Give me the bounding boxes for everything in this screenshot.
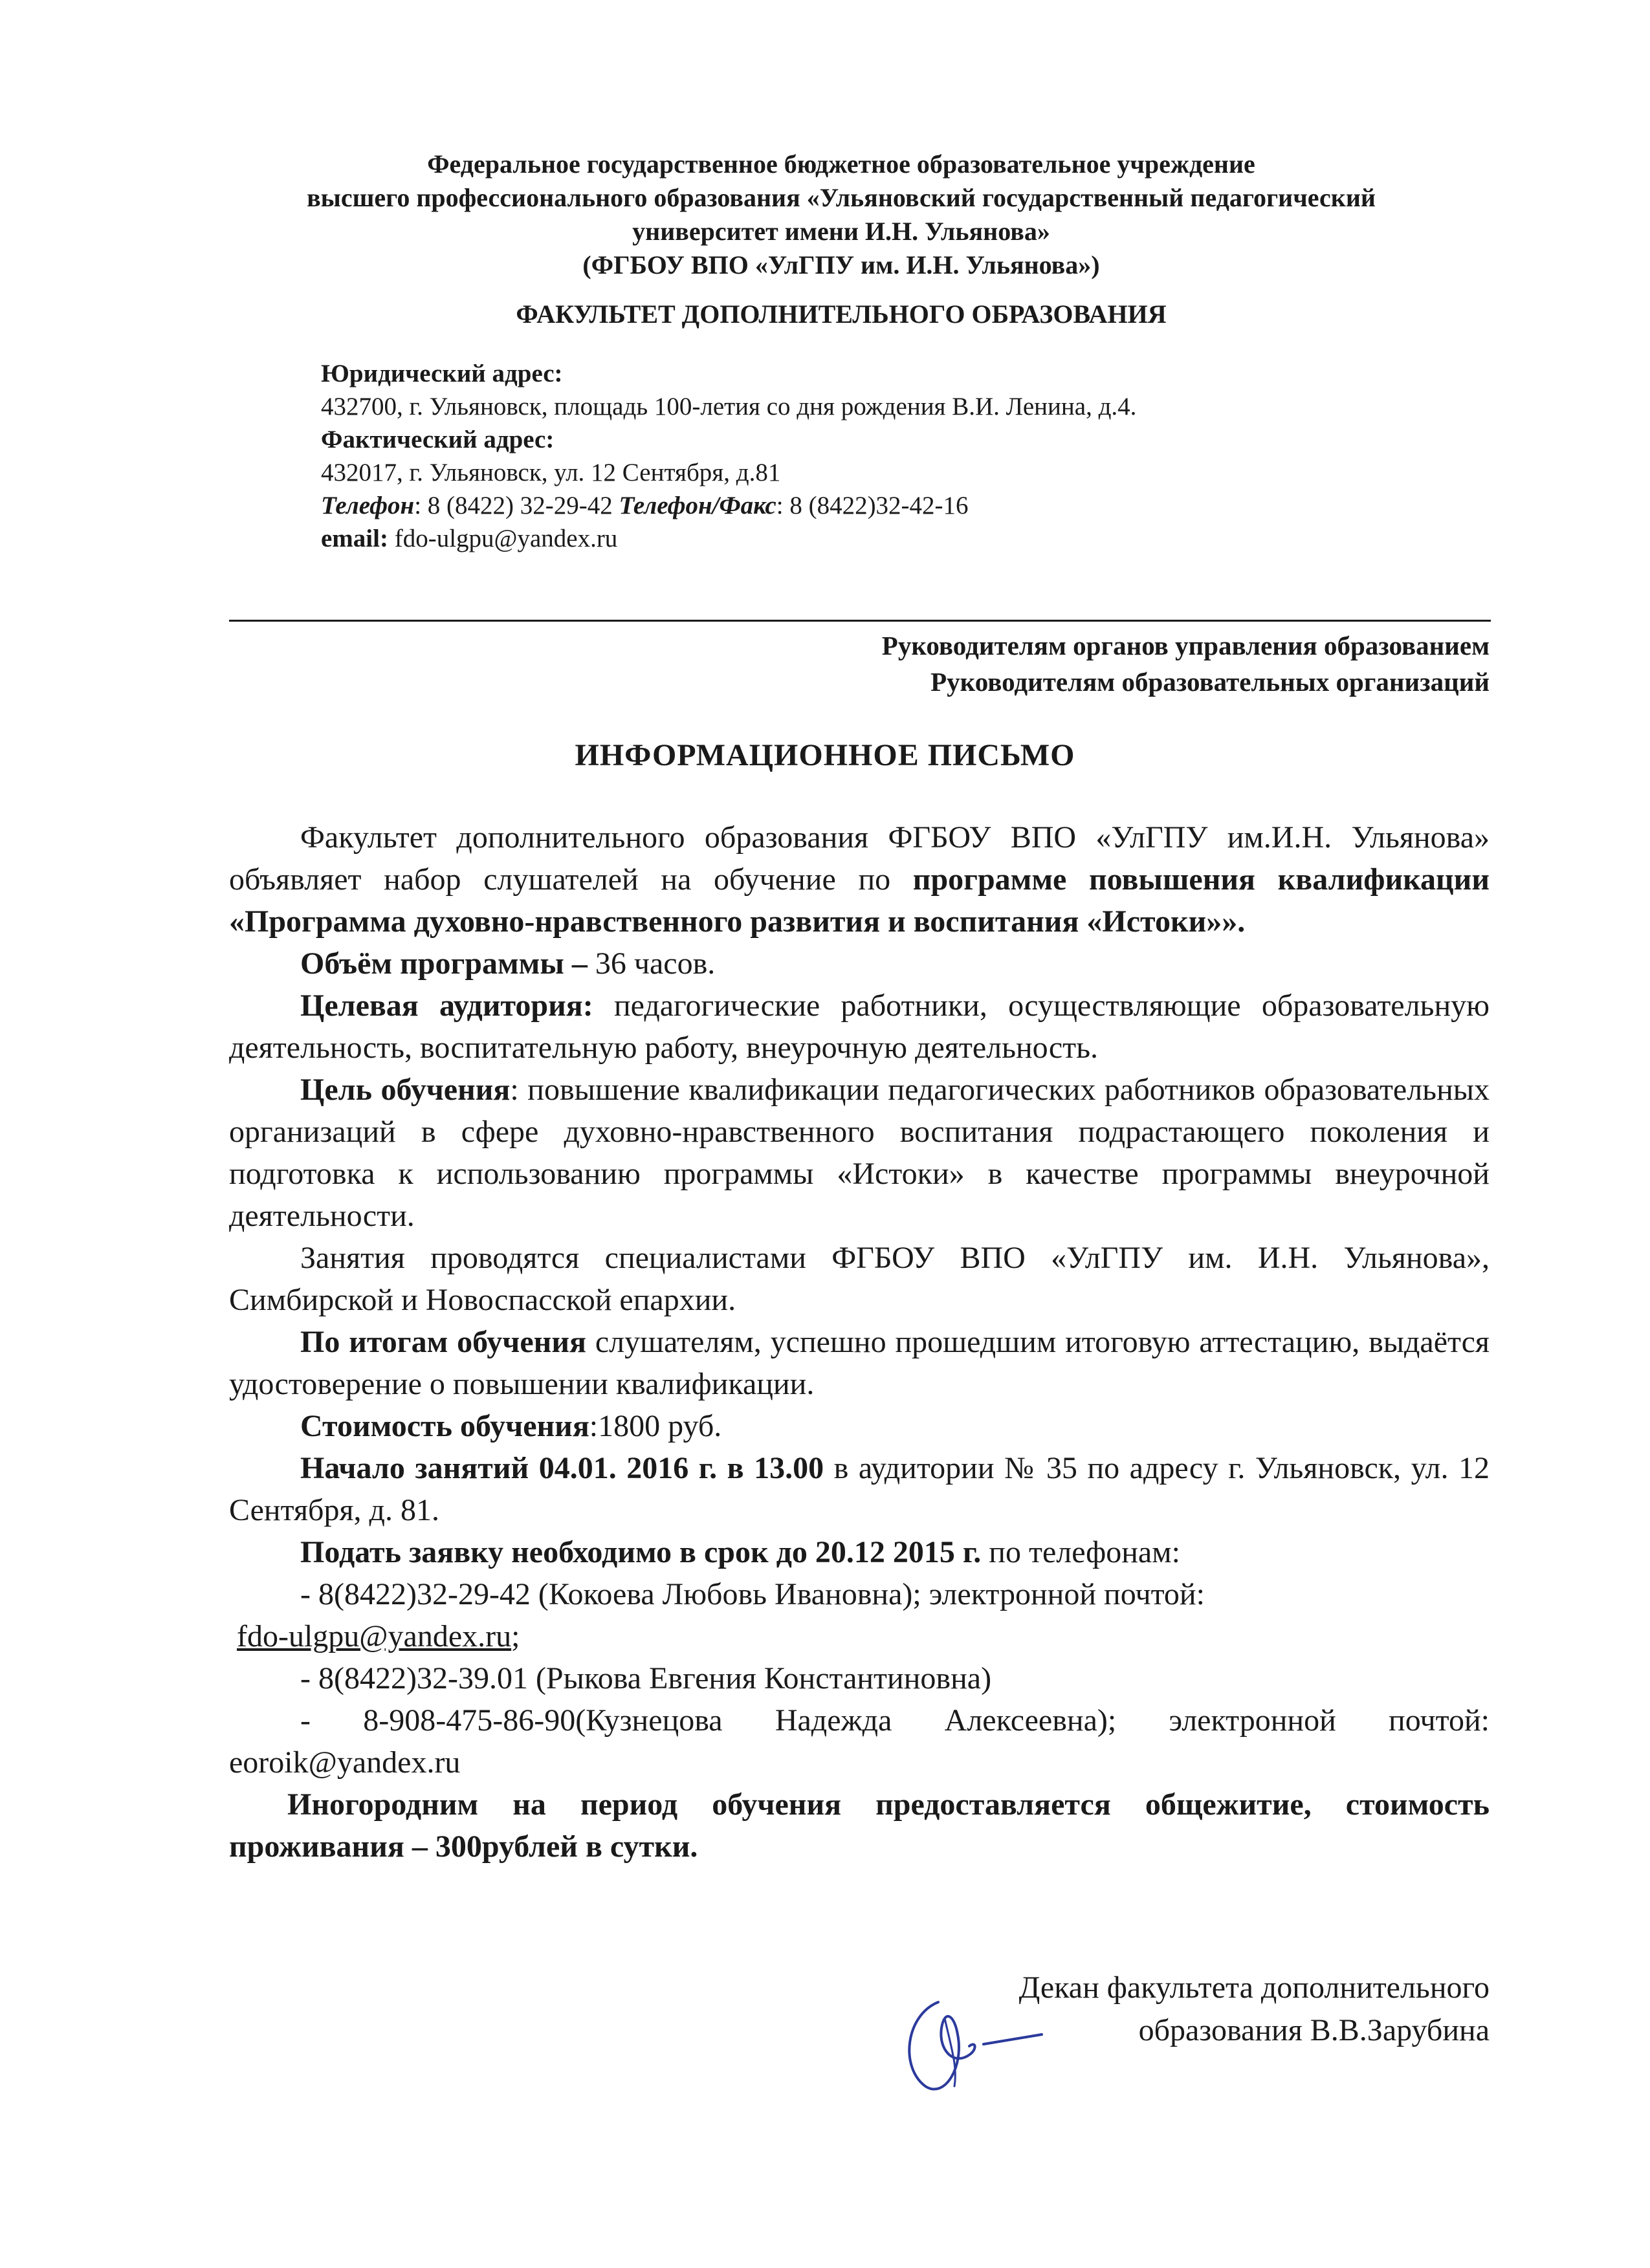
paragraph-cost: Стоимость обучения:1800 руб. xyxy=(300,1409,722,1443)
email-link[interactable]: fdo-ulgpu@yandex.ru xyxy=(237,1619,512,1653)
paragraph-instructors: Занятия проводятся специалистами ФГБОУ ВПО «УлГПУ им. И.Н. Ульянова», Симбирской и Новоспасской епархии. xyxy=(229,1241,1490,1317)
phone-value: : 8 (8422) 32-29-42 xyxy=(414,492,619,519)
legal-address-label: Юридический адрес: xyxy=(321,360,563,387)
email-line xyxy=(321,522,1550,555)
email-label: email: xyxy=(321,525,388,552)
header-line: (ФГБОУ ВПО «УлГПУ им. И.Н. Ульянова») xyxy=(582,250,1100,279)
contact-3: - 8-908-475-86-90(Кузнецова Надежда Алексеевна); электронной почтой: eoroik@yandex.ru xyxy=(229,1703,1490,1780)
letter-body xyxy=(229,816,1490,1868)
paragraph-audience: Целевая аудитория: педагогические работники, осуществляющие образовательную деятельность, воспитательную работу, внеурочную деятельность. xyxy=(229,988,1490,1065)
paragraph-volume: Объём программы – 36 часов. xyxy=(300,946,716,981)
signature-line: образования В.В.Зарубина xyxy=(1138,2013,1490,2047)
email-value[interactable]: fdo-ulgpu@yandex.ru xyxy=(388,525,618,552)
address-block xyxy=(321,357,1550,555)
phone-line xyxy=(321,489,1550,522)
paragraph-dormitory: Иногородним на период обучения предоставляется общежитие, стоимость проживания – 300рублей в сутки. xyxy=(229,1787,1490,1864)
paragraph-results: По итогам обучения слушателям, успешно прошедшим итоговую аттестацию, выдаётся удостоверение о повышении квалификации. xyxy=(229,1325,1490,1401)
signature-block xyxy=(584,1967,1490,2052)
contact-1: - 8(8422)32-29-42 (Кокоева Любовь Ивановна); электронной почтой: xyxy=(300,1577,1205,1611)
recipients-block xyxy=(325,627,1490,700)
actual-address-label: Фактический адрес: xyxy=(321,426,555,453)
fax-value: : 8 (8422)32-42-16 xyxy=(776,492,969,519)
header-divider xyxy=(229,620,1491,622)
header-line: Федеральное государственное бюджетное образовательное учреждение xyxy=(427,149,1255,179)
letter-title: ИНФОРМАЦИОННОЕ ПИСЬМО xyxy=(575,738,1075,772)
fax-label: Телефон/Факс xyxy=(619,492,776,519)
paragraph-start: Начало занятий 04.01. 2016 г. в 13.00 в аудитории № 35 по адресу г. Ульяновск, ул. 12 Сентября, д. 81. xyxy=(229,1451,1490,1527)
faculty-name: ФАКУЛЬТЕТ ДОПОЛНИТЕЛЬНОГО ОБРАЗОВАНИЯ xyxy=(516,300,1167,329)
header-line: высшего профессионального образования «Ульяновский государственный педагогический xyxy=(307,183,1376,212)
contact-1-email: fdo-ulgpu@yandex.ru; xyxy=(237,1619,520,1653)
contact-2: - 8(8422)32-39.01 (Рыкова Евгения Константиновна) xyxy=(300,1661,992,1696)
header-line: университет имени И.Н. Ульянова» xyxy=(632,217,1050,246)
paragraph-intro: Факультет дополнительного образования ФГБОУ ВПО «УлГПУ им.И.Н. Ульянова» объявляет набор слушателей на обучение по программе повышения квалификации «Программа духовно-нравственного развития и воспитания «Истоки»». xyxy=(229,820,1490,939)
phone-label: Телефон xyxy=(321,492,415,519)
paragraph-goal: Цель обучения: повышение квалификации педагогических работников образовательных организаций в сфере духовно-нравственного воспитания подрастающего поколения и подготовка к использованию программы «Истоки» в качестве программы внеурочной деятельности. xyxy=(229,1073,1490,1233)
institution-header xyxy=(168,147,1514,282)
paragraph-application: Подать заявку необходимо в срок до 20.12 2015 г. по телефонам: xyxy=(300,1535,1180,1569)
signature-line: Декан факультета дополнительного xyxy=(1018,1970,1490,2005)
actual-address-value: 432017, г. Ульяновск, ул. 12 Сентября, д.81 xyxy=(321,459,781,486)
recipient-line: Руководителям органов управления образованием xyxy=(881,631,1490,660)
recipient-line: Руководителям образовательных организаций xyxy=(930,667,1490,697)
legal-address-value: 432700, г. Ульяновск, площадь 100-летия со дня рождения В.И. Ленина, д.4. xyxy=(321,393,1137,420)
